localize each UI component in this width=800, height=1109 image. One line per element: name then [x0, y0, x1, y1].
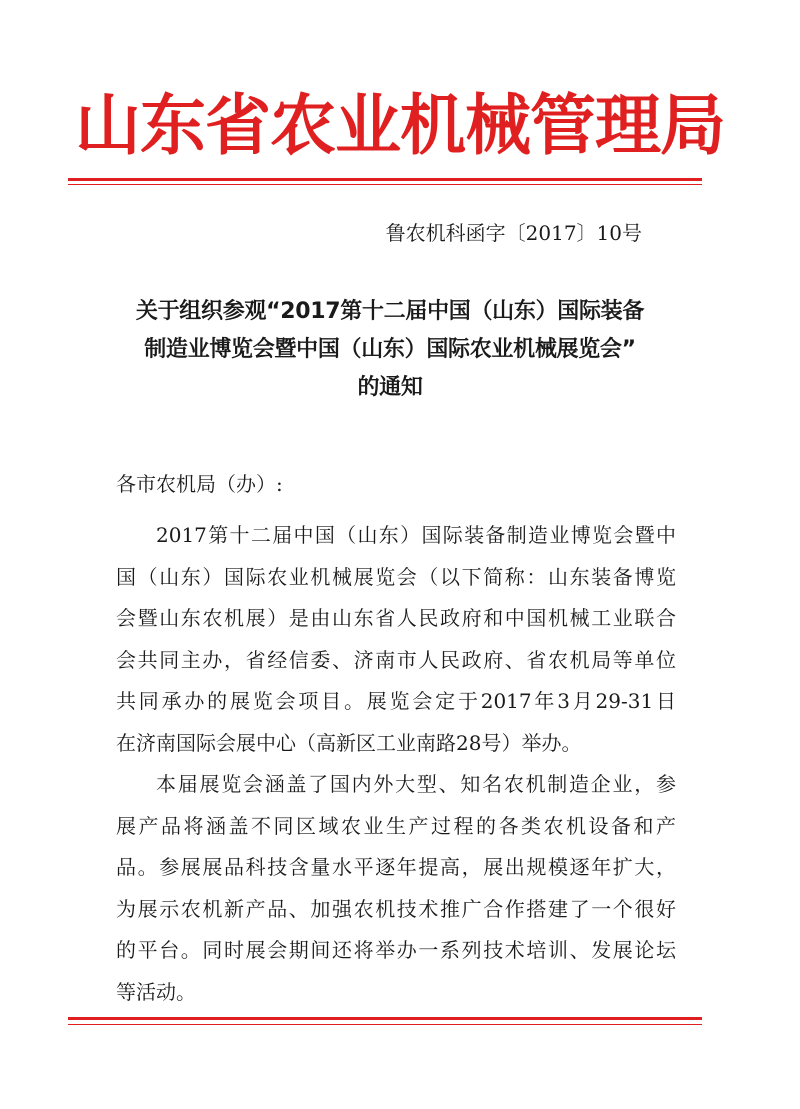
paragraph-1-line: 2017第十二届中国（山东）国际装备制造业博览会暨中 — [156, 523, 676, 547]
notice-title-line-2: 制造业博览会暨中国（山东）国际农业机械展览会” — [144, 337, 636, 362]
paragraph-2-line: 品。参展展品科技含量水平逐年提高，展出规模逐年扩大， — [116, 855, 676, 879]
body-text — [116, 515, 676, 1013]
footer-red-rule-thin — [68, 1024, 702, 1025]
paragraph-2-line: 的平台。同时展会期间还将举办一系列技术培训、发展论坛 — [116, 938, 676, 962]
paragraph-1-line: 共同承办的展览会项目。展览会定于2017年3月29-31日 — [116, 689, 676, 713]
notice-title-line-3: 的通知 — [357, 375, 423, 400]
notice-title — [100, 293, 680, 407]
issuing-authority-header: 山东省农业机械管理局 — [75, 86, 725, 164]
header-red-rule-thick — [68, 178, 702, 181]
paragraph-1-line: 会共同主办，省经信委、济南市人民政府、省农机局等单位 — [116, 647, 676, 672]
notice-title-line-1: 关于组织参观“2017第十二届中国（山东）国际装备 — [135, 299, 645, 324]
paragraph-1-line: 会暨山东农机展）是由山东省人民政府和中国机械工业联合 — [116, 606, 676, 630]
document-number: 鲁农机科函字〔2017〕10号 — [385, 221, 642, 245]
paragraph-2-line: 展产品将涵盖不同区域农业生产过程的各类农机设备和产 — [116, 813, 676, 838]
salutation: 各市农机局（办）: — [116, 472, 283, 496]
paragraph-1-line: 国（山东）国际农业机械展览会（以下简称：山东装备博览 — [116, 564, 676, 589]
paragraph-2-line: 为展示农机新产品、加强农机技术推广合作搭建了一个很好 — [116, 896, 676, 921]
paragraph-2-line: 等活动。 — [116, 979, 196, 1004]
footer-red-rule-thick — [68, 1017, 702, 1020]
paragraph-2-line: 本届展览会涵盖了国内外大型、知名农机制造企业，参 — [156, 772, 676, 796]
paragraph-1-line: 在济南国际会展中心（高新区工业南路28号）举办。 — [116, 730, 582, 755]
header-red-rule-thin — [68, 184, 702, 185]
